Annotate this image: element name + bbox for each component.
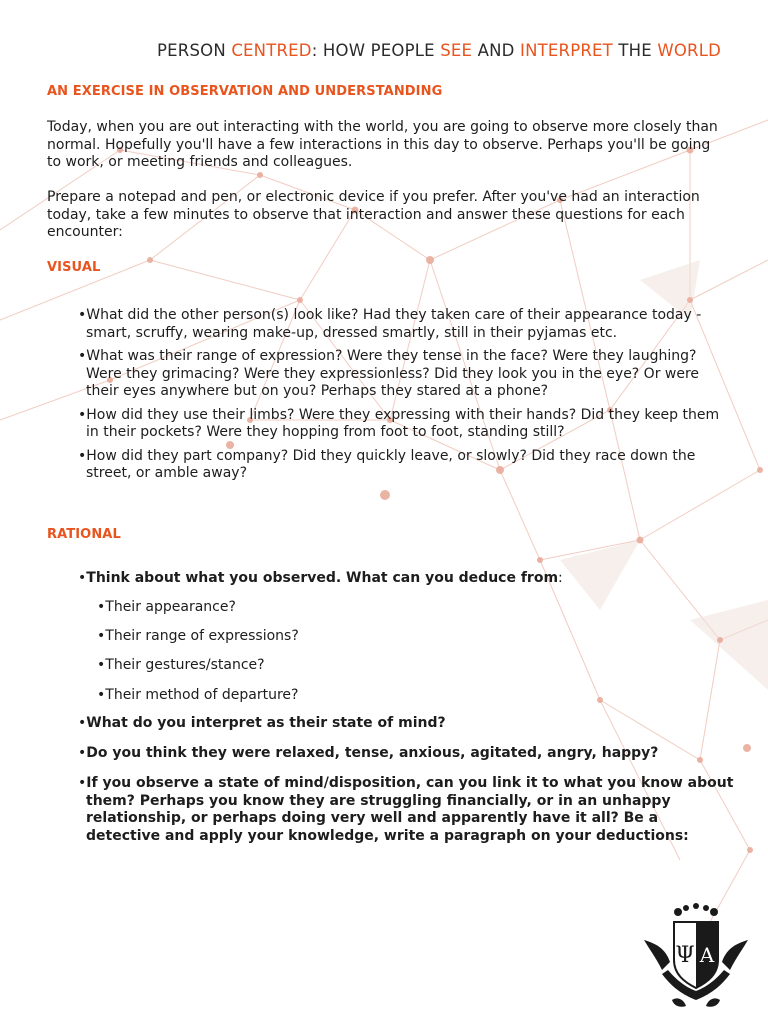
bullet-icon: • — [78, 348, 87, 364]
bullet-icon: • — [78, 447, 87, 464]
title-part: PERSON — [157, 41, 232, 60]
visual-list — [78, 307, 728, 489]
intro-paragraph: Today, when you are out interacting with the world, you are going to observe more closely than normal. Hopefully you'll have a few interactions in this day to observe. Perhaps you'll be going to work, or meeting friends and colleagues. — [47, 119, 718, 170]
bullet-icon: • — [78, 570, 87, 586]
sub-list-item — [97, 657, 265, 675]
question-text: Do you think they were relaxed, tense, anxious, agitated, angry, happy? — [86, 745, 659, 761]
title-highlight: CENTRED — [231, 41, 312, 60]
list-item — [78, 307, 728, 342]
sub-item-text: Their method of departure? — [105, 687, 299, 703]
list-item-text: What was their range of expression? Were they tense in the face? Were they laughing? Were they grimacing? Were they expressionless? Did they look you in the eye? Or were their eyes anywhere but on you? Perhaps they stared at a phone? — [86, 348, 700, 399]
bullet-icon: • — [97, 657, 106, 673]
deduce-prompt — [78, 570, 563, 588]
bullet-icon: • — [78, 715, 87, 731]
title-part: AND — [472, 41, 521, 60]
bullet-icon: • — [78, 745, 87, 761]
bullet-icon: • — [78, 775, 87, 791]
sub-item-text: Their gestures/stance? — [105, 657, 265, 673]
title-highlight: INTERPRET — [520, 41, 613, 60]
title-highlight: WORLD — [657, 41, 721, 60]
exercise-heading: AN EXERCISE IN OBSERVATION AND UNDERSTANDING — [47, 84, 443, 99]
title-highlight: SEE — [440, 41, 473, 60]
sub-list-item — [97, 599, 236, 617]
question-emotions — [78, 745, 658, 763]
rational-heading: RATIONAL — [47, 527, 121, 542]
visual-heading: VISUAL — [47, 260, 101, 275]
deduce-colon: : — [558, 570, 563, 586]
question-state-of-mind — [78, 715, 446, 733]
list-item — [78, 407, 728, 442]
bullet-icon: • — [97, 628, 106, 644]
deduce-text: Think about what you observed. What can you deduce from — [86, 570, 559, 586]
question-text: What do you interpret as their state of mind? — [86, 715, 446, 731]
list-item-text: How did they use their limbs? Were they expressing with their hands? Did they keep them in their pockets? Were they hopping from foot to foot, standing still? — [86, 406, 720, 440]
list-item-text: How did they part company? Did they quickly leave, or slowly? Did they race down the street, or amble away? — [86, 447, 696, 481]
crest-letter: A — [699, 943, 715, 967]
sub-item-text: Their range of expressions? — [105, 628, 299, 644]
bullet-icon: • — [97, 687, 106, 703]
crest-psi: Ψ — [675, 943, 695, 968]
sub-list-item — [97, 628, 299, 646]
bullet-icon: • — [78, 307, 87, 323]
sub-item-text: Their appearance? — [105, 599, 236, 615]
crest-logo — [640, 900, 752, 1012]
question-link-disposition — [78, 775, 736, 845]
intro-paragraph: Prepare a notepad and pen, or electronic device if you prefer. After you've had an interaction today, take a few minutes to observe that interaction and answer these questions for each encounter: — [47, 189, 700, 240]
title-part: : HOW PEOPLE — [311, 41, 441, 60]
list-item — [78, 448, 728, 483]
list-item — [78, 348, 728, 401]
title-part: THE — [612, 41, 658, 60]
sub-list-item — [97, 687, 298, 705]
bullet-icon: • — [97, 599, 106, 615]
question-text: If you observe a state of mind/disposition, can you link it to what you know about them? Perhaps you know they are struggling financially, or in an unhappy relationship, or perhaps doing very well and apparently have it all? Be a detective and apply your knowledge, write a paragraph on your deductions: — [86, 775, 734, 844]
list-item-text: What did the other person(s) look like? Had they taken care of their appearance today - smart, scruffy, wearing make-up, dressed smartly, still in their pyjamas etc. — [86, 307, 702, 341]
bullet-icon: • — [78, 406, 87, 423]
page-title — [157, 41, 721, 60]
